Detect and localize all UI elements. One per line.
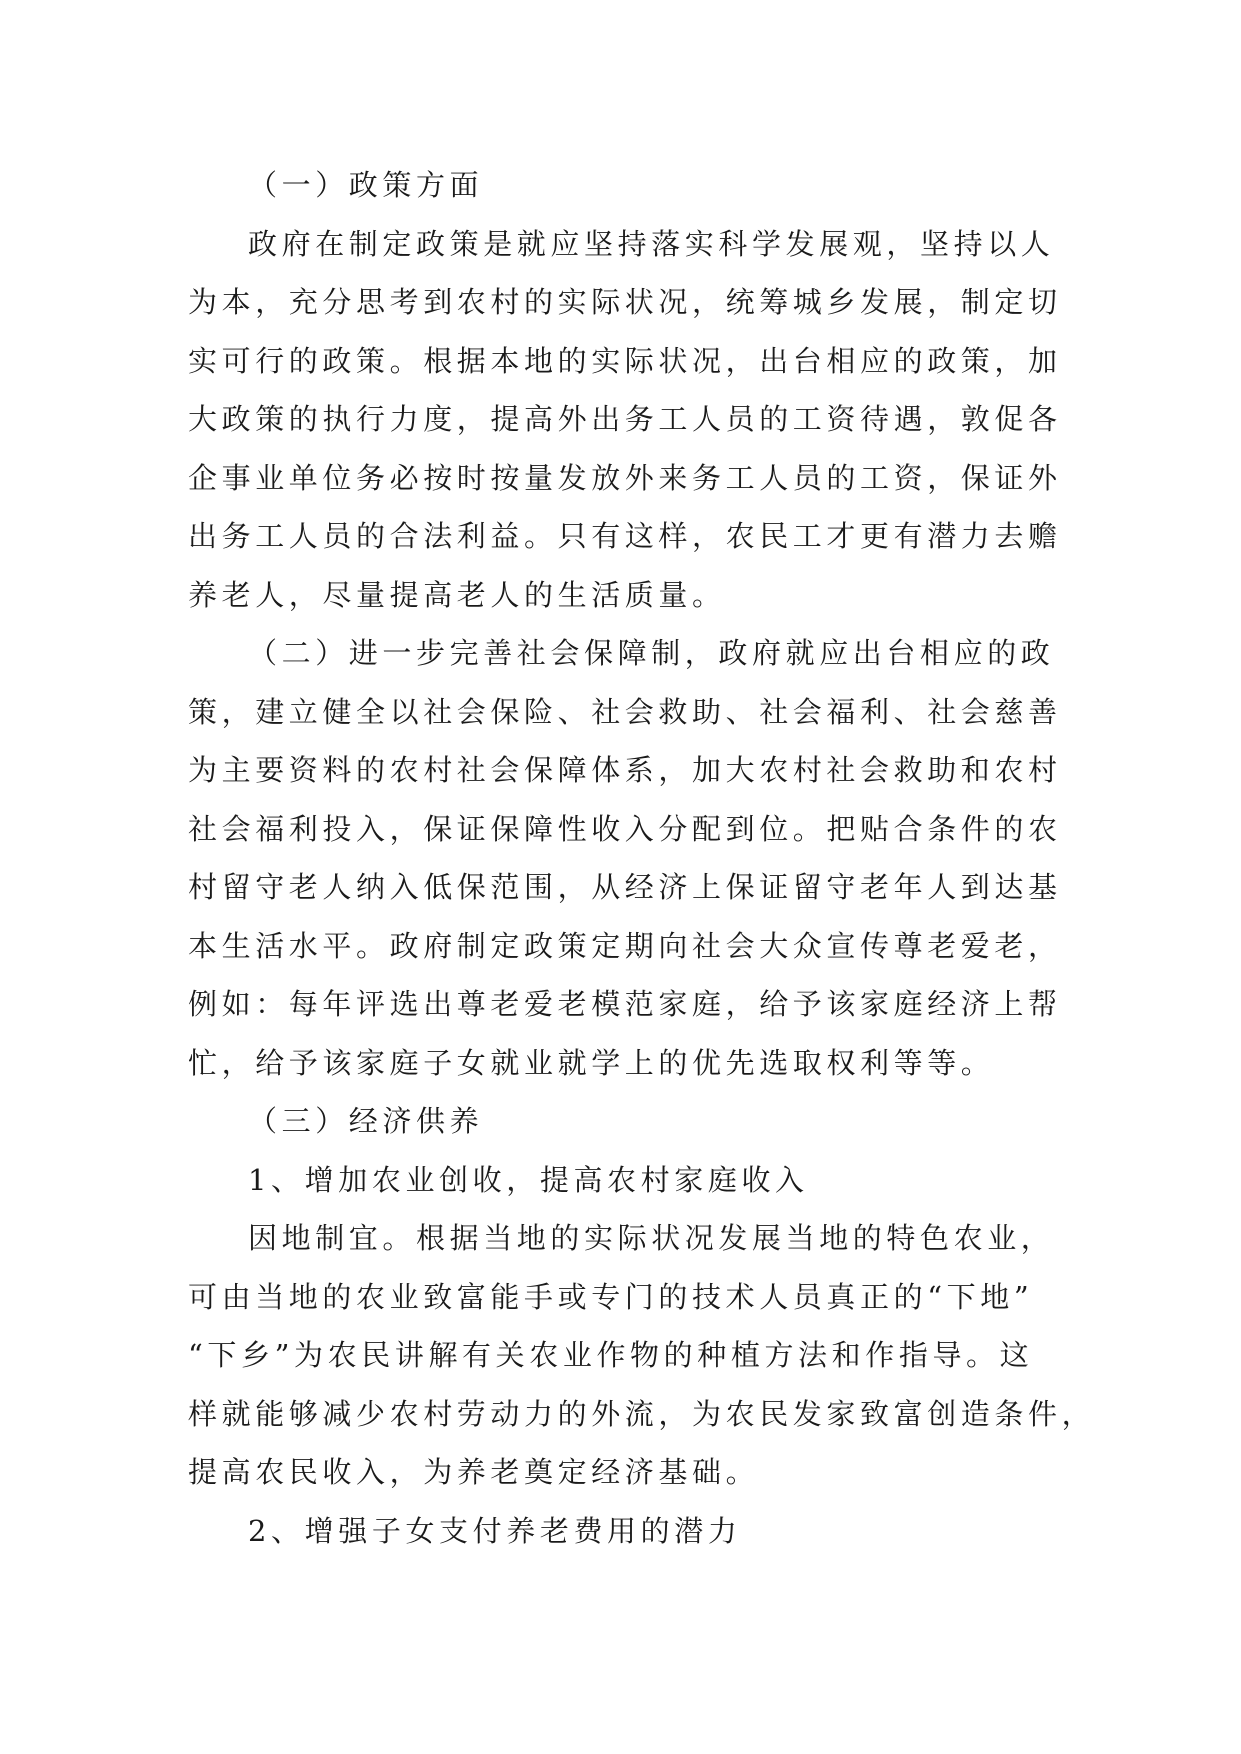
text-line: 2、增强子女支付养老费用的潜力	[248, 1513, 742, 1548]
paragraph-agriculture	[188, 1209, 1096, 1502]
text-line: 出务工人员的合法利益。只有这样，农民工才更有潜力去赡	[188, 519, 1062, 553]
text-line: （二）进一步完善社会保障制，政府就应出台相应的政	[248, 636, 1055, 670]
document-body	[188, 156, 1096, 1560]
paragraph-policy	[188, 215, 1062, 625]
text-line: 提高农民收入，为养老奠定经济基础。	[188, 1455, 760, 1489]
heading-policy	[188, 156, 1058, 215]
text-line: 策，建立健全以社会保险、社会救助、社会福利、社会慈善	[188, 694, 1062, 729]
text-line: 社会福利投入，保证保障性收入分配到位。把贴合条件的农	[188, 811, 1062, 846]
subheading-children-ability	[188, 1502, 1058, 1561]
text-line: 为主要资料的农村社会保障体系，加大农村社会救助和农村	[188, 753, 1062, 787]
text-line: 本生活水平。政府制定政策定期向社会大众宣传尊老爱老，	[188, 928, 1062, 963]
text-line: 例如：每年评选出尊老爱老模范家庭，给予该家庭经济上帮	[188, 987, 1062, 1021]
paragraph-social-security	[188, 624, 1062, 1092]
text-line: 忙，给予该家庭子女就业就学上的优先选取权利等等。	[188, 1045, 995, 1080]
heading-economic-support	[188, 1092, 1058, 1151]
subheading-agriculture-income	[188, 1151, 1058, 1210]
text-line: （一）政策方面	[248, 168, 484, 202]
text-line: “下乡”为农民讲解有关农业作物的种植方法和作指导。这	[188, 1338, 1034, 1372]
text-line: 实可行的政策。根据本地的实际状况，出台相应的政策，加	[188, 343, 1062, 378]
text-line: 为本，充分思考到农村的实际状况，统筹城乡发展，制定切	[188, 285, 1062, 319]
text-line: 政府在制定政策是就应坚持落实科学发展观，坚持以人	[248, 226, 1055, 261]
text-line: 大政策的执行力度，提高外出务工人员的工资待遇，敦促各	[188, 402, 1062, 436]
text-line: 可由当地的农业致富能手或专门的技术人员真正的“下地”	[188, 1279, 1034, 1314]
text-line: 因地制宜。根据当地的实际状况发展当地的特色农业，	[248, 1221, 1055, 1255]
text-line: 养老人，尽量提高老人的生活质量。	[188, 577, 726, 612]
text-line: 1、增加农业创收，提高农村家庭收入	[248, 1162, 809, 1197]
text-line: 村留守老人纳入低保范围，从经济上保证留守老年人到达基	[188, 870, 1062, 904]
text-line: 样就能够减少农村劳动力的外流，为农民发家致富创造条件，	[188, 1396, 1096, 1431]
text-line: 企事业单位务必按时按量发放外来务工人员的工资，保证外	[188, 460, 1062, 495]
text-line: （三）经济供养	[248, 1104, 484, 1138]
